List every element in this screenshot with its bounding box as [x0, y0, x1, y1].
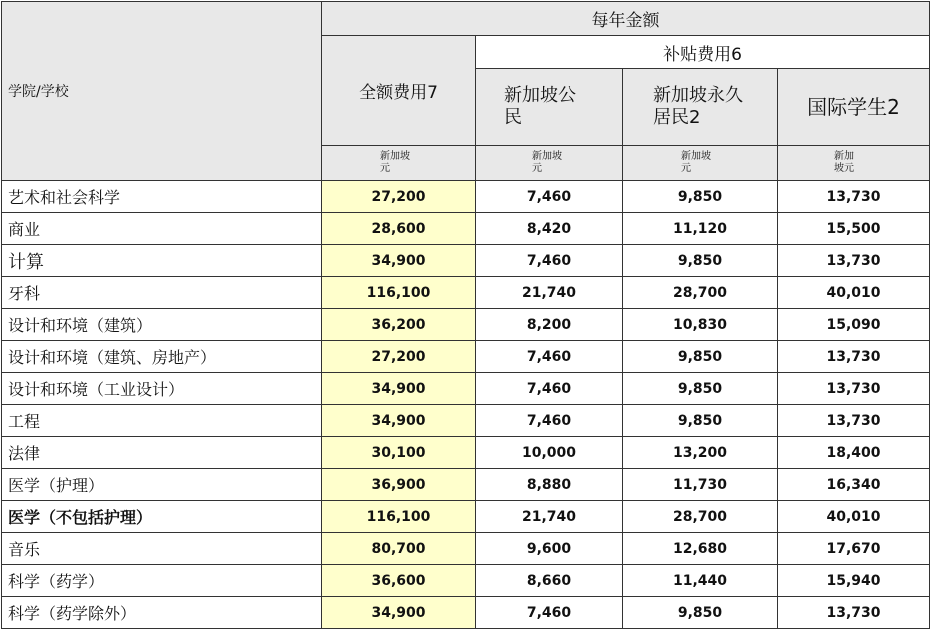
full-fee-cell: 36,200: [322, 309, 476, 341]
intl-header: 国际学生2: [778, 69, 930, 146]
intl-fee-cell: 13,730: [778, 245, 930, 277]
full-fee-cell: 116,100: [322, 501, 476, 533]
pr-fee-cell: 9,850: [623, 373, 778, 405]
table-row: [2, 373, 930, 405]
table-row: [2, 245, 930, 277]
citizen-fee-cell: 8,880: [476, 469, 623, 501]
school-name-cell: 计算: [2, 245, 322, 277]
citizen-header-label: 新加坡公民: [504, 85, 576, 128]
table-row: [2, 341, 930, 373]
intl-fee-cell: 13,730: [778, 181, 930, 213]
subsidized-fee-header: 补贴费用6: [476, 36, 930, 69]
fee-rows: [2, 181, 930, 629]
school-name-cell: 法律: [2, 437, 322, 469]
intl-fee-cell: 13,730: [778, 597, 930, 629]
intl-fee-cell: 40,010: [778, 501, 930, 533]
citizen-fee-cell: 7,460: [476, 341, 623, 373]
tuition-fee-table: [1, 1, 930, 629]
intl-fee-cell: 40,010: [778, 277, 930, 309]
intl-fee-cell: 15,940: [778, 565, 930, 597]
pr-fee-cell: 28,700: [623, 277, 778, 309]
intl-fee-cell: 15,500: [778, 213, 930, 245]
school-name-cell: 医学（护理）: [2, 469, 322, 501]
full-fee-cell: 36,600: [322, 565, 476, 597]
full-fee-cell: 34,900: [322, 405, 476, 437]
school-column-header: 学院/学校: [2, 2, 322, 181]
table-row: [2, 437, 930, 469]
citizen-fee-cell: 21,740: [476, 277, 623, 309]
intl-fee-cell: 17,670: [778, 533, 930, 565]
full-fee-cell: 116,100: [322, 277, 476, 309]
pr-fee-cell: 11,120: [623, 213, 778, 245]
school-name-cell: 工程: [2, 405, 322, 437]
pr-fee-cell: 11,730: [623, 469, 778, 501]
full-fee-cell: 34,900: [322, 245, 476, 277]
table-row: [2, 501, 930, 533]
table-row: [2, 469, 930, 501]
unit-text: 新加坡元: [681, 151, 711, 174]
unit-text: 新加坡元: [380, 151, 410, 174]
full-fee-cell: 27,200: [322, 181, 476, 213]
school-name-cell: 艺术和社会科学: [2, 181, 322, 213]
pr-fee-cell: 9,850: [623, 245, 778, 277]
full-fee-cell: 27,200: [322, 341, 476, 373]
unit-label-intl: [778, 146, 930, 181]
unit-label-pr: [623, 146, 778, 181]
intl-fee-cell: 13,730: [778, 405, 930, 437]
table-row: [2, 277, 930, 309]
school-name-cell: 设计和环境（建筑、房地产）: [2, 341, 322, 373]
intl-fee-cell: 13,730: [778, 341, 930, 373]
citizen-fee-cell: 7,460: [476, 245, 623, 277]
citizen-fee-cell: 8,420: [476, 213, 623, 245]
unit-label-full: [322, 146, 476, 181]
pr-fee-cell: 28,700: [623, 501, 778, 533]
citizen-fee-cell: 9,600: [476, 533, 623, 565]
unit-text: 新加坡元: [532, 151, 562, 174]
citizen-fee-cell: 10,000: [476, 437, 623, 469]
table-row: [2, 213, 930, 245]
school-name-cell: 医学（不包括护理）: [2, 501, 322, 533]
full-fee-cell: 36,900: [322, 469, 476, 501]
pr-fee-cell: 11,440: [623, 565, 778, 597]
table-row: [2, 565, 930, 597]
pr-fee-cell: 10,830: [623, 309, 778, 341]
citizen-fee-cell: 7,460: [476, 181, 623, 213]
annual-fee-header: 每年金额: [322, 2, 930, 36]
table-row: [2, 597, 930, 629]
pr-fee-cell: 9,850: [623, 597, 778, 629]
table-row: [2, 309, 930, 341]
table-row: [2, 405, 930, 437]
citizen-fee-cell: 8,660: [476, 565, 623, 597]
school-name-cell: 设计和环境（工业设计）: [2, 373, 322, 405]
citizen-fee-cell: 7,460: [476, 597, 623, 629]
school-name-cell: 音乐: [2, 533, 322, 565]
school-name-cell: 科学（药学除外）: [2, 597, 322, 629]
pr-fee-cell: 9,850: [623, 181, 778, 213]
pr-header-label: 新加坡永久居民2: [653, 85, 743, 128]
pr-fee-cell: 13,200: [623, 437, 778, 469]
intl-fee-cell: 15,090: [778, 309, 930, 341]
full-fee-cell: 34,900: [322, 373, 476, 405]
full-fee-header: 全额费用7: [322, 36, 476, 146]
full-fee-cell: 80,700: [322, 533, 476, 565]
table-row: [2, 533, 930, 565]
intl-fee-cell: 13,730: [778, 373, 930, 405]
full-fee-cell: 30,100: [322, 437, 476, 469]
citizen-fee-cell: 21,740: [476, 501, 623, 533]
pr-fee-cell: 9,850: [623, 341, 778, 373]
table-row: [2, 181, 930, 213]
unit-text: 新加坡元: [834, 151, 854, 174]
citizen-fee-cell: 7,460: [476, 405, 623, 437]
school-name-cell: 牙科: [2, 277, 322, 309]
citizen-fee-cell: 7,460: [476, 373, 623, 405]
citizen-header: [476, 69, 623, 146]
pr-fee-cell: 9,850: [623, 405, 778, 437]
pr-fee-cell: 12,680: [623, 533, 778, 565]
citizen-fee-cell: 8,200: [476, 309, 623, 341]
intl-fee-cell: 18,400: [778, 437, 930, 469]
unit-label-citizen: [476, 146, 623, 181]
intl-fee-cell: 16,340: [778, 469, 930, 501]
full-fee-cell: 28,600: [322, 213, 476, 245]
school-name-cell: 商业: [2, 213, 322, 245]
school-name-cell: 设计和环境（建筑）: [2, 309, 322, 341]
full-fee-cell: 34,900: [322, 597, 476, 629]
school-name-cell: 科学（药学）: [2, 565, 322, 597]
pr-header: [623, 69, 778, 146]
